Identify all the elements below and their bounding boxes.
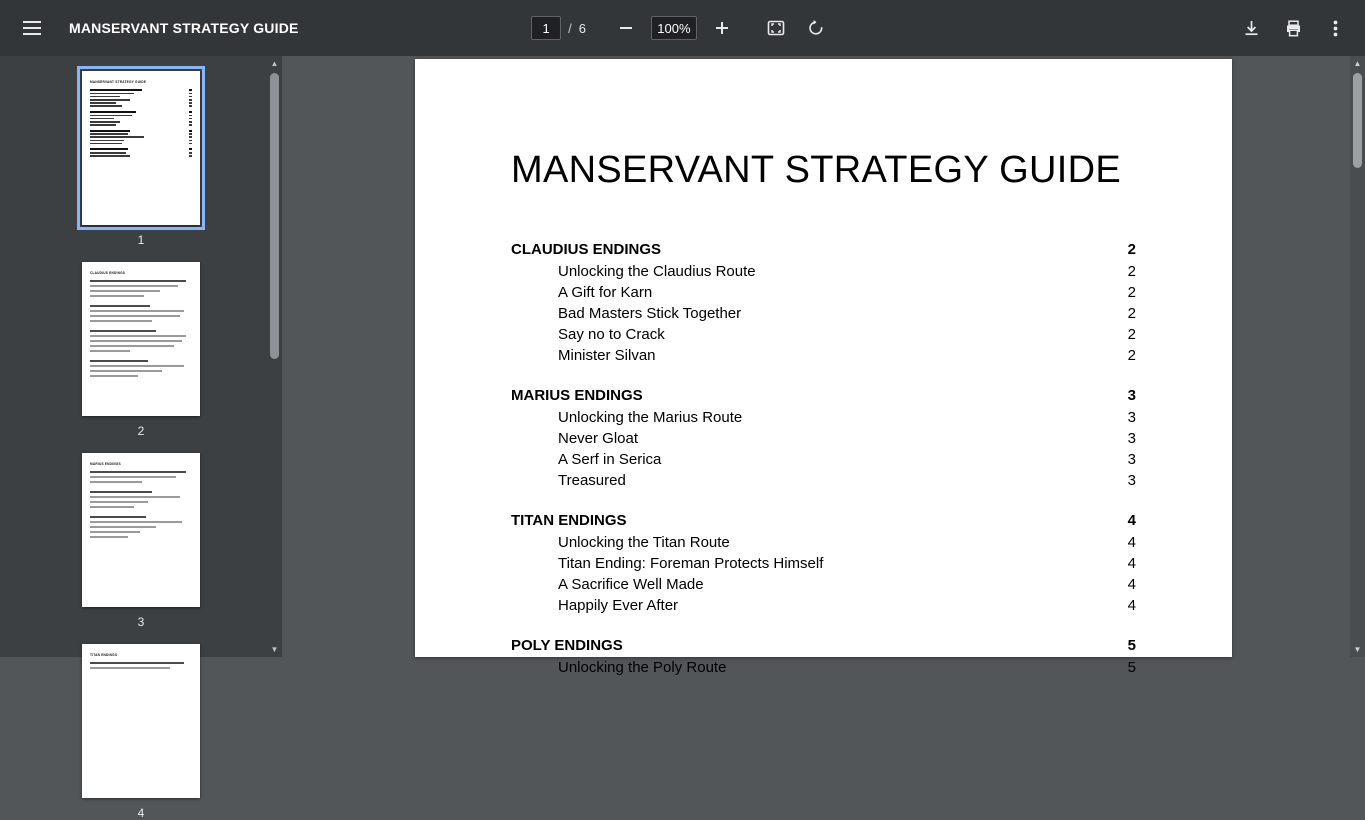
pdf-viewer[interactable]: [282, 56, 1365, 676]
toc-entry-title: Treasured: [558, 472, 626, 489]
toc-section-header[interactable]: [511, 239, 1136, 260]
zoom-in-button[interactable]: [704, 10, 740, 46]
toc-entry-title: Unlocking the Titan Route: [558, 534, 730, 551]
thumbnail-title-1: MANSERVANT STRATEGY GUIDE: [90, 80, 147, 84]
sidebar-scrollbar[interactable]: [267, 56, 282, 657]
thumbnail-heading-3: MARIUS ENDINGS: [90, 462, 121, 466]
page-title: MANSERVANT STRATEGY GUIDE: [511, 149, 1121, 191]
thumbnail-page-4[interactable]: [82, 644, 200, 798]
zoom-out-button[interactable]: [608, 10, 644, 46]
toc-section-title: MARIUS ENDINGS: [511, 387, 643, 404]
pdf-page-1: [415, 59, 1232, 676]
toc-entry[interactable]: [511, 261, 1136, 282]
thumbnail-item-3[interactable]: [0, 438, 282, 629]
print-icon[interactable]: [1275, 10, 1311, 46]
page-number-input[interactable]: [531, 16, 561, 40]
sidebar-scroll-down-icon[interactable]: ▼: [270, 645, 279, 654]
thumbnail-preview-4: [82, 644, 200, 681]
toolbar-center-group: [0, 0, 1365, 56]
toc-entry[interactable]: [511, 574, 1136, 595]
toc-section-title: CLAUDIUS ENDINGS: [511, 241, 662, 258]
thumbnail-item-4[interactable]: [0, 629, 282, 820]
thumbnail-page-2[interactable]: [82, 262, 200, 416]
toc-entry[interactable]: [511, 428, 1136, 449]
thumbnail-sidebar[interactable]: [0, 56, 282, 820]
thumbnail-item-1[interactable]: [0, 56, 282, 247]
toc-entry[interactable]: [511, 345, 1136, 366]
toc-section-header[interactable]: [511, 385, 1136, 406]
download-icon[interactable]: [1233, 10, 1269, 46]
toc-entry[interactable]: [511, 553, 1136, 574]
zoom-level-value[interactable]: 100%: [651, 16, 697, 40]
page-separator: /: [568, 20, 572, 36]
toc-section-title: TITAN ENDINGS: [511, 512, 627, 529]
thumbnail-heading-4: TITAN ENDINGS: [90, 653, 118, 657]
toc-section-page: 3: [1127, 387, 1136, 404]
toc-section-page: 4: [1127, 512, 1136, 529]
thumbnail-label-4: 4: [137, 806, 145, 820]
toc-entry-page: 4: [1127, 597, 1136, 614]
viewer-scroll-down-icon[interactable]: ▼: [1353, 645, 1362, 654]
thumbnail-preview-1: [82, 71, 200, 167]
toc-section-header[interactable]: [511, 635, 1136, 656]
toc-entry-title: Unlocking the Poly Route: [558, 659, 727, 676]
page-navigation: [531, 16, 586, 40]
fit-to-page-icon[interactable]: [758, 10, 794, 46]
toc-entry-page: 2: [1127, 284, 1136, 301]
sidebar-scrollbar-thumb[interactable]: [270, 73, 279, 359]
toc-entry-title: Minister Silvan: [558, 347, 656, 364]
pdf-toolbar: [0, 0, 1365, 56]
toc-section-page: 2: [1127, 241, 1136, 258]
toc-entry-title: Say no to Crack: [558, 326, 665, 343]
thumbnail-label-2: 2: [137, 424, 145, 438]
thumbnail-preview-2: [82, 262, 200, 389]
table-of-contents: [511, 239, 1136, 678]
toc-entry[interactable]: [511, 657, 1136, 678]
thumbnail-label-1: 1: [137, 233, 145, 247]
toc-entry-page: 3: [1127, 430, 1136, 447]
toc-entry-title: A Sacrifice Well Made: [558, 576, 704, 593]
toc-entry-title: Never Gloat: [558, 430, 639, 447]
toc-entry-title: Unlocking the Claudius Route: [558, 263, 756, 280]
page-total-count: 6: [578, 20, 586, 36]
toc-entry-title: Unlocking the Marius Route: [558, 409, 743, 426]
toc-entry-page: 3: [1127, 451, 1136, 468]
toc-entry-page: 2: [1127, 263, 1136, 280]
toc-entry[interactable]: [511, 303, 1136, 324]
viewer-scrollbar[interactable]: [1350, 56, 1365, 657]
document-title: MANSERVANT STRATEGY GUIDE: [69, 20, 299, 36]
toc-section-title: POLY ENDINGS: [511, 637, 623, 654]
viewer-scroll-up-icon[interactable]: ▲: [1353, 59, 1362, 68]
page-content: [415, 59, 1232, 678]
thumbnail-list: [0, 56, 282, 820]
toc-entry[interactable]: [511, 407, 1136, 428]
toc-entry[interactable]: [511, 532, 1136, 553]
toc-entry[interactable]: [511, 282, 1136, 303]
sidebar-scroll-up-icon[interactable]: ▲: [270, 59, 279, 68]
toc-entry-title: Titan Ending: Foreman Protects Himself: [558, 555, 824, 572]
toc-entry[interactable]: [511, 449, 1136, 470]
toc-section-header[interactable]: [511, 510, 1136, 531]
toc-entry-title: A Serf in Serica: [558, 451, 662, 468]
toc-entry[interactable]: [511, 324, 1136, 345]
toc-entry-page: 4: [1127, 576, 1136, 593]
toc-entry-title: Bad Masters Stick Together: [558, 305, 742, 322]
toc-entry[interactable]: [511, 595, 1136, 616]
toc-entry-page: 2: [1127, 305, 1136, 322]
thumbnail-page-3[interactable]: [82, 453, 200, 607]
toc-entry-page: 2: [1127, 347, 1136, 364]
rotate-clockwise-icon[interactable]: [798, 10, 834, 46]
more-vertical-icon[interactable]: [1317, 10, 1353, 46]
toc-entry-title: Happily Ever After: [558, 597, 679, 614]
toc-entry[interactable]: [511, 470, 1136, 491]
thumbnail-label-3: 3: [137, 615, 145, 629]
thumbnail-heading-2: CLAUDIUS ENDINGS: [90, 271, 126, 275]
viewer-scrollbar-thumb[interactable]: [1353, 73, 1362, 168]
thumbnail-preview-3: [82, 453, 200, 550]
thumbnail-page-1[interactable]: [82, 71, 200, 225]
toc-entry-title: A Gift for Karn: [558, 284, 653, 301]
pdf-body: [0, 56, 1365, 820]
toc-entry-page: 4: [1127, 534, 1136, 551]
toc-entry-page: 3: [1127, 409, 1136, 426]
toc-entry-page: 4: [1127, 555, 1136, 572]
toc-entry-page: 3: [1127, 472, 1136, 489]
toc-entry-page: 2: [1127, 326, 1136, 343]
toc-section-page: 5: [1127, 637, 1136, 654]
toolbar-right-group: [1233, 0, 1353, 56]
toc-entry-page: 5: [1127, 659, 1136, 676]
thumbnail-item-2[interactable]: [0, 247, 282, 438]
